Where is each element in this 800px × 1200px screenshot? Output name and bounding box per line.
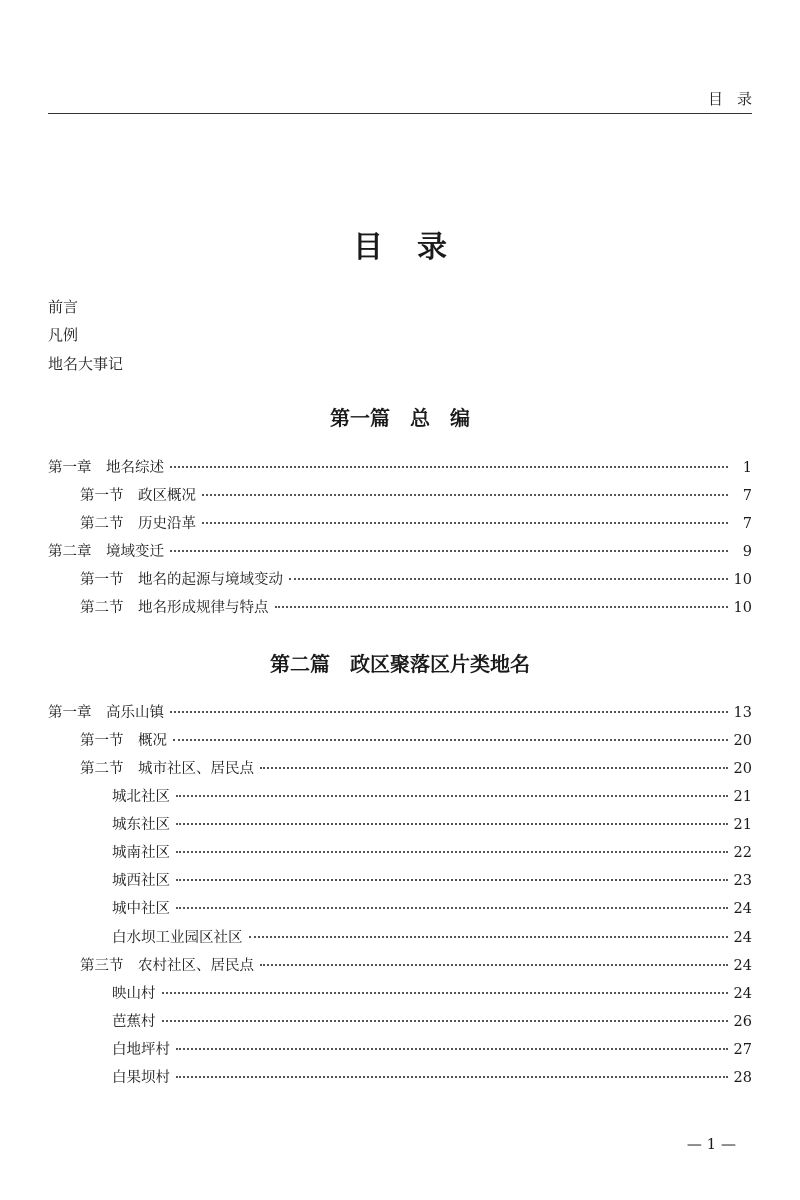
toc-entry-label: 芭蕉村 — [112, 1014, 156, 1030]
dot-leader — [170, 466, 728, 468]
toc-entry[interactable] — [112, 1066, 752, 1088]
toc-entry[interactable] — [80, 596, 752, 618]
dot-leader — [173, 739, 728, 741]
toc-entry[interactable] — [80, 757, 752, 779]
dot-leader — [176, 907, 728, 909]
page-number: — 1 — — [686, 1135, 736, 1153]
toc-entry-page: 28 — [733, 1070, 752, 1086]
toc-entry[interactable] — [48, 701, 752, 723]
toc-entry-page: 20 — [733, 761, 752, 777]
toc-entry-label: 城中社区 — [112, 901, 170, 917]
toc-entry-label: 城北社区 — [112, 789, 170, 805]
dot-leader — [260, 964, 728, 966]
toc-entry-page: 1 — [742, 460, 752, 476]
toc-entry-label: 第二节 历史沿革 — [80, 516, 196, 532]
toc-entry-label: 第二节 城市社区、居民点 — [80, 761, 254, 777]
toc-entry-label: 第一节 地名的起源与境域变动 — [80, 572, 283, 588]
dot-leader — [176, 851, 728, 853]
toc-entry[interactable] — [112, 785, 752, 807]
toc-entry-label: 第二章 境域变迁 — [48, 544, 164, 560]
toc-entry[interactable] — [80, 568, 752, 590]
part-two-heading: 第二篇 政区聚落区片类地名 — [270, 652, 530, 676]
toc-entry[interactable] — [48, 456, 752, 478]
toc-entry[interactable] — [112, 1038, 752, 1060]
dot-leader — [176, 1048, 728, 1050]
toc-entry-page: 7 — [742, 488, 752, 504]
toc-entry-page: 9 — [742, 544, 752, 560]
dot-leader — [170, 550, 728, 552]
toc-entry[interactable] — [112, 1010, 752, 1032]
toc-title: 目录 — [353, 230, 481, 265]
header-rule — [48, 113, 752, 114]
toc-entry-page: 7 — [742, 516, 752, 532]
toc-entry-label: 城东社区 — [112, 817, 170, 833]
toc-entry[interactable] — [48, 540, 752, 562]
toc-entry-label: 第一节 概况 — [80, 733, 167, 749]
toc-entry[interactable] — [112, 813, 752, 835]
dot-leader — [202, 522, 728, 524]
toc-entry-label: 第一节 政区概况 — [80, 488, 196, 504]
toc-entry-page: 21 — [733, 817, 752, 833]
toc-entry-label: 第一章 地名综述 — [48, 460, 164, 476]
toc-entry-label: 第一章 高乐山镇 — [48, 705, 164, 721]
toc-entry-page: 10 — [733, 572, 752, 588]
toc-entry-page: 23 — [733, 873, 752, 889]
toc-entry-page: 24 — [733, 901, 752, 917]
dot-leader — [162, 1020, 728, 1022]
dot-leader — [260, 767, 728, 769]
dot-leader — [202, 494, 728, 496]
toc-entry[interactable] — [112, 982, 752, 1004]
toc-entry[interactable] — [80, 484, 752, 506]
toc-entry-page: 10 — [733, 600, 752, 616]
toc-entry-page: 26 — [733, 1014, 752, 1030]
dot-leader — [176, 879, 728, 881]
toc-entry-page: 13 — [733, 705, 752, 721]
toc-entry-page: 27 — [733, 1042, 752, 1058]
toc-entry[interactable] — [112, 869, 752, 891]
toc-entry-page: 22 — [733, 845, 752, 861]
dot-leader — [162, 992, 728, 994]
front-matter-preface[interactable]: 前言 — [48, 298, 79, 316]
toc-entry[interactable] — [80, 512, 752, 534]
front-matter-conventions[interactable]: 凡例 — [48, 326, 79, 344]
toc-entry[interactable] — [112, 897, 752, 919]
dot-leader — [176, 823, 728, 825]
toc-entry-label: 城西社区 — [112, 873, 170, 889]
toc-entry-label: 白地坪村 — [112, 1042, 170, 1058]
toc-entry[interactable] — [80, 954, 752, 976]
toc-entry-label: 第二节 地名形成规律与特点 — [80, 600, 269, 616]
toc-entry-label: 第三节 农村社区、居民点 — [80, 958, 254, 974]
dot-leader — [249, 936, 728, 938]
front-matter-chronicle[interactable]: 地名大事记 — [48, 355, 124, 373]
toc-entry[interactable] — [80, 729, 752, 751]
toc-entry[interactable] — [112, 841, 752, 863]
toc-entry-page: 24 — [733, 958, 752, 974]
dot-leader — [275, 606, 728, 608]
toc-entry-label: 城南社区 — [112, 845, 170, 861]
dot-leader — [176, 1076, 728, 1078]
dot-leader — [176, 795, 728, 797]
toc-entry-label: 白水坝工业园区社区 — [112, 930, 243, 946]
toc-entry-label: 白果坝村 — [112, 1070, 170, 1086]
running-head: 目录 — [707, 90, 766, 108]
dot-leader — [289, 578, 728, 580]
dot-leader — [170, 711, 728, 713]
toc-entry-page: 24 — [733, 986, 752, 1002]
toc-entry-page: 20 — [733, 733, 752, 749]
part-one-heading: 第一篇 总 编 — [330, 406, 470, 430]
toc-entry-label: 映山村 — [112, 986, 156, 1002]
toc-entry-page: 24 — [733, 930, 752, 946]
toc-entry-page: 21 — [733, 789, 752, 805]
toc-entry[interactable] — [112, 926, 752, 948]
